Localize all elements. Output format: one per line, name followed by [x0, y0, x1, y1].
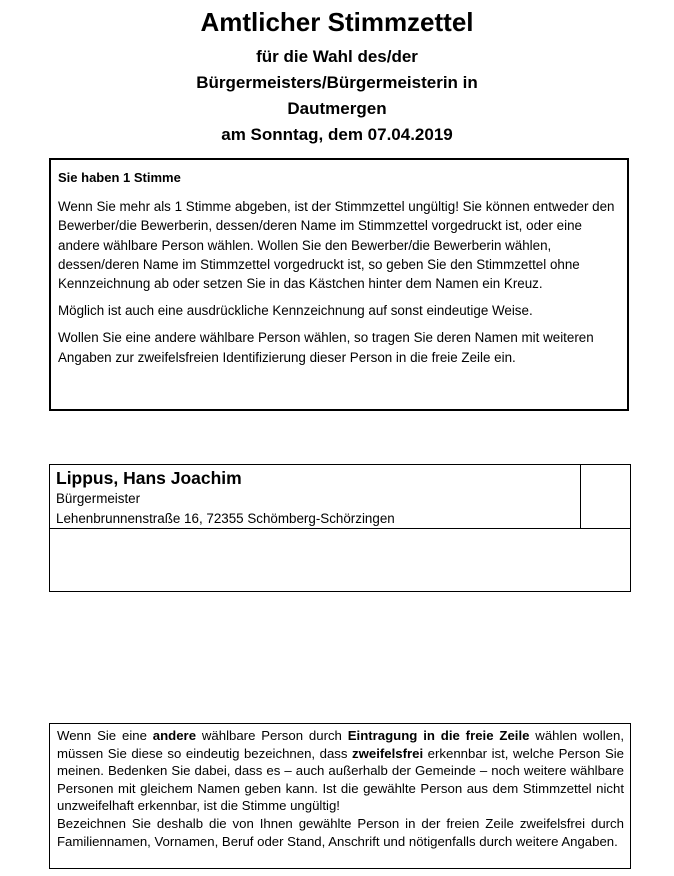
- ballot-title: Amtlicher Stimmzettel: [200, 7, 474, 37]
- voting-instructions-box: [49, 158, 629, 411]
- candidate-info: [56, 467, 395, 529]
- notice-emphasis-andere: andere: [152, 728, 197, 743]
- write-in-notice-box: [49, 723, 631, 869]
- notice-text-final: Bezeichnen Sie deshalb die von Ihnen gewählte Person in der freien Zeile zweifelsfrei durch Familiennamen, Vornamen, Beruf oder Stand, Anschrift und nötigenfalls durch weitere Angaben.: [57, 815, 624, 849]
- notice-emphasis-zweifelsfrei: zweifelsfrei: [352, 745, 424, 761]
- notice-emphasis-freie-zeile: Eintragung in die freie Zeile: [347, 728, 530, 743]
- notice-text: wählen wollen, müssen Sie diese so eindeutig bezeichnen, dass: [57, 728, 625, 761]
- notice-text: erkennbar ist, welche Person Sie meinen. Bedenken Sie dabei, dass es – auch außerhalb der Gemeinde – noch weitere wählbare Personen mit gleichem Namen geben kann. Ist die gewählte Person aus dem Stimmzettel nicht unzweifelhaft erkennbar, ist die Stimme ungültig!: [57, 745, 625, 814]
- election-subtitle: für die Wahl des/der: [256, 47, 418, 66]
- candidate-occupation: Bürgermeister: [56, 491, 141, 506]
- instructions-paragraph-2: Möglich ist auch eine ausdrückliche Kennzeichnung auf sonst eindeutige Weise.: [58, 303, 533, 319]
- candidate-table: [49, 464, 631, 592]
- free-write-in-line[interactable]: [50, 529, 630, 591]
- votes-count-heading: Sie haben 1 Stimme: [58, 170, 181, 185]
- candidate-vote-checkbox[interactable]: [580, 465, 630, 528]
- candidate-row: [50, 465, 630, 529]
- candidate-address: Lehenbrunnenstraße 16, 72355 Schömberg-Schörzingen: [56, 511, 395, 526]
- notice-text: wählbare Person durch: [196, 728, 348, 743]
- notice-text: Wenn Sie eine: [57, 728, 153, 743]
- instructions-paragraph-1: Wenn Sie mehr als 1 Stimme abgeben, ist der Stimmzettel ungültig! Sie können entweder den Bewerber/die Bewerberin, dessen/deren Name im Stimmzettel vorgedruckt ist, oder eine andere wählbare Person wählen. Wollen Sie den Bewerber/die Bewerberin wählen, dessen/deren Name im Stimmzettel vorgedruckt ist, so geben Sie den Stimmzettel ohne Kennzeichnung ab oder setzen Sie in das Kästchen hinter dem Namen ein Kreuz.: [58, 199, 615, 292]
- instructions-paragraph-3: Wollen Sie eine andere wählbare Person wählen, so tragen Sie deren Namen mit weiteren Angaben zur zweifelsfreien Identifizierung dieser Person in die freie Zeile ein.: [58, 330, 594, 365]
- candidate-name: Lippus, Hans Joachim: [56, 468, 242, 488]
- election-office: Bürgermeisters/Bürgermeisterin in: [196, 73, 478, 92]
- election-date: am Sonntag, dem 07.04.2019: [221, 125, 453, 144]
- municipality-name: Dautmergen: [287, 99, 387, 118]
